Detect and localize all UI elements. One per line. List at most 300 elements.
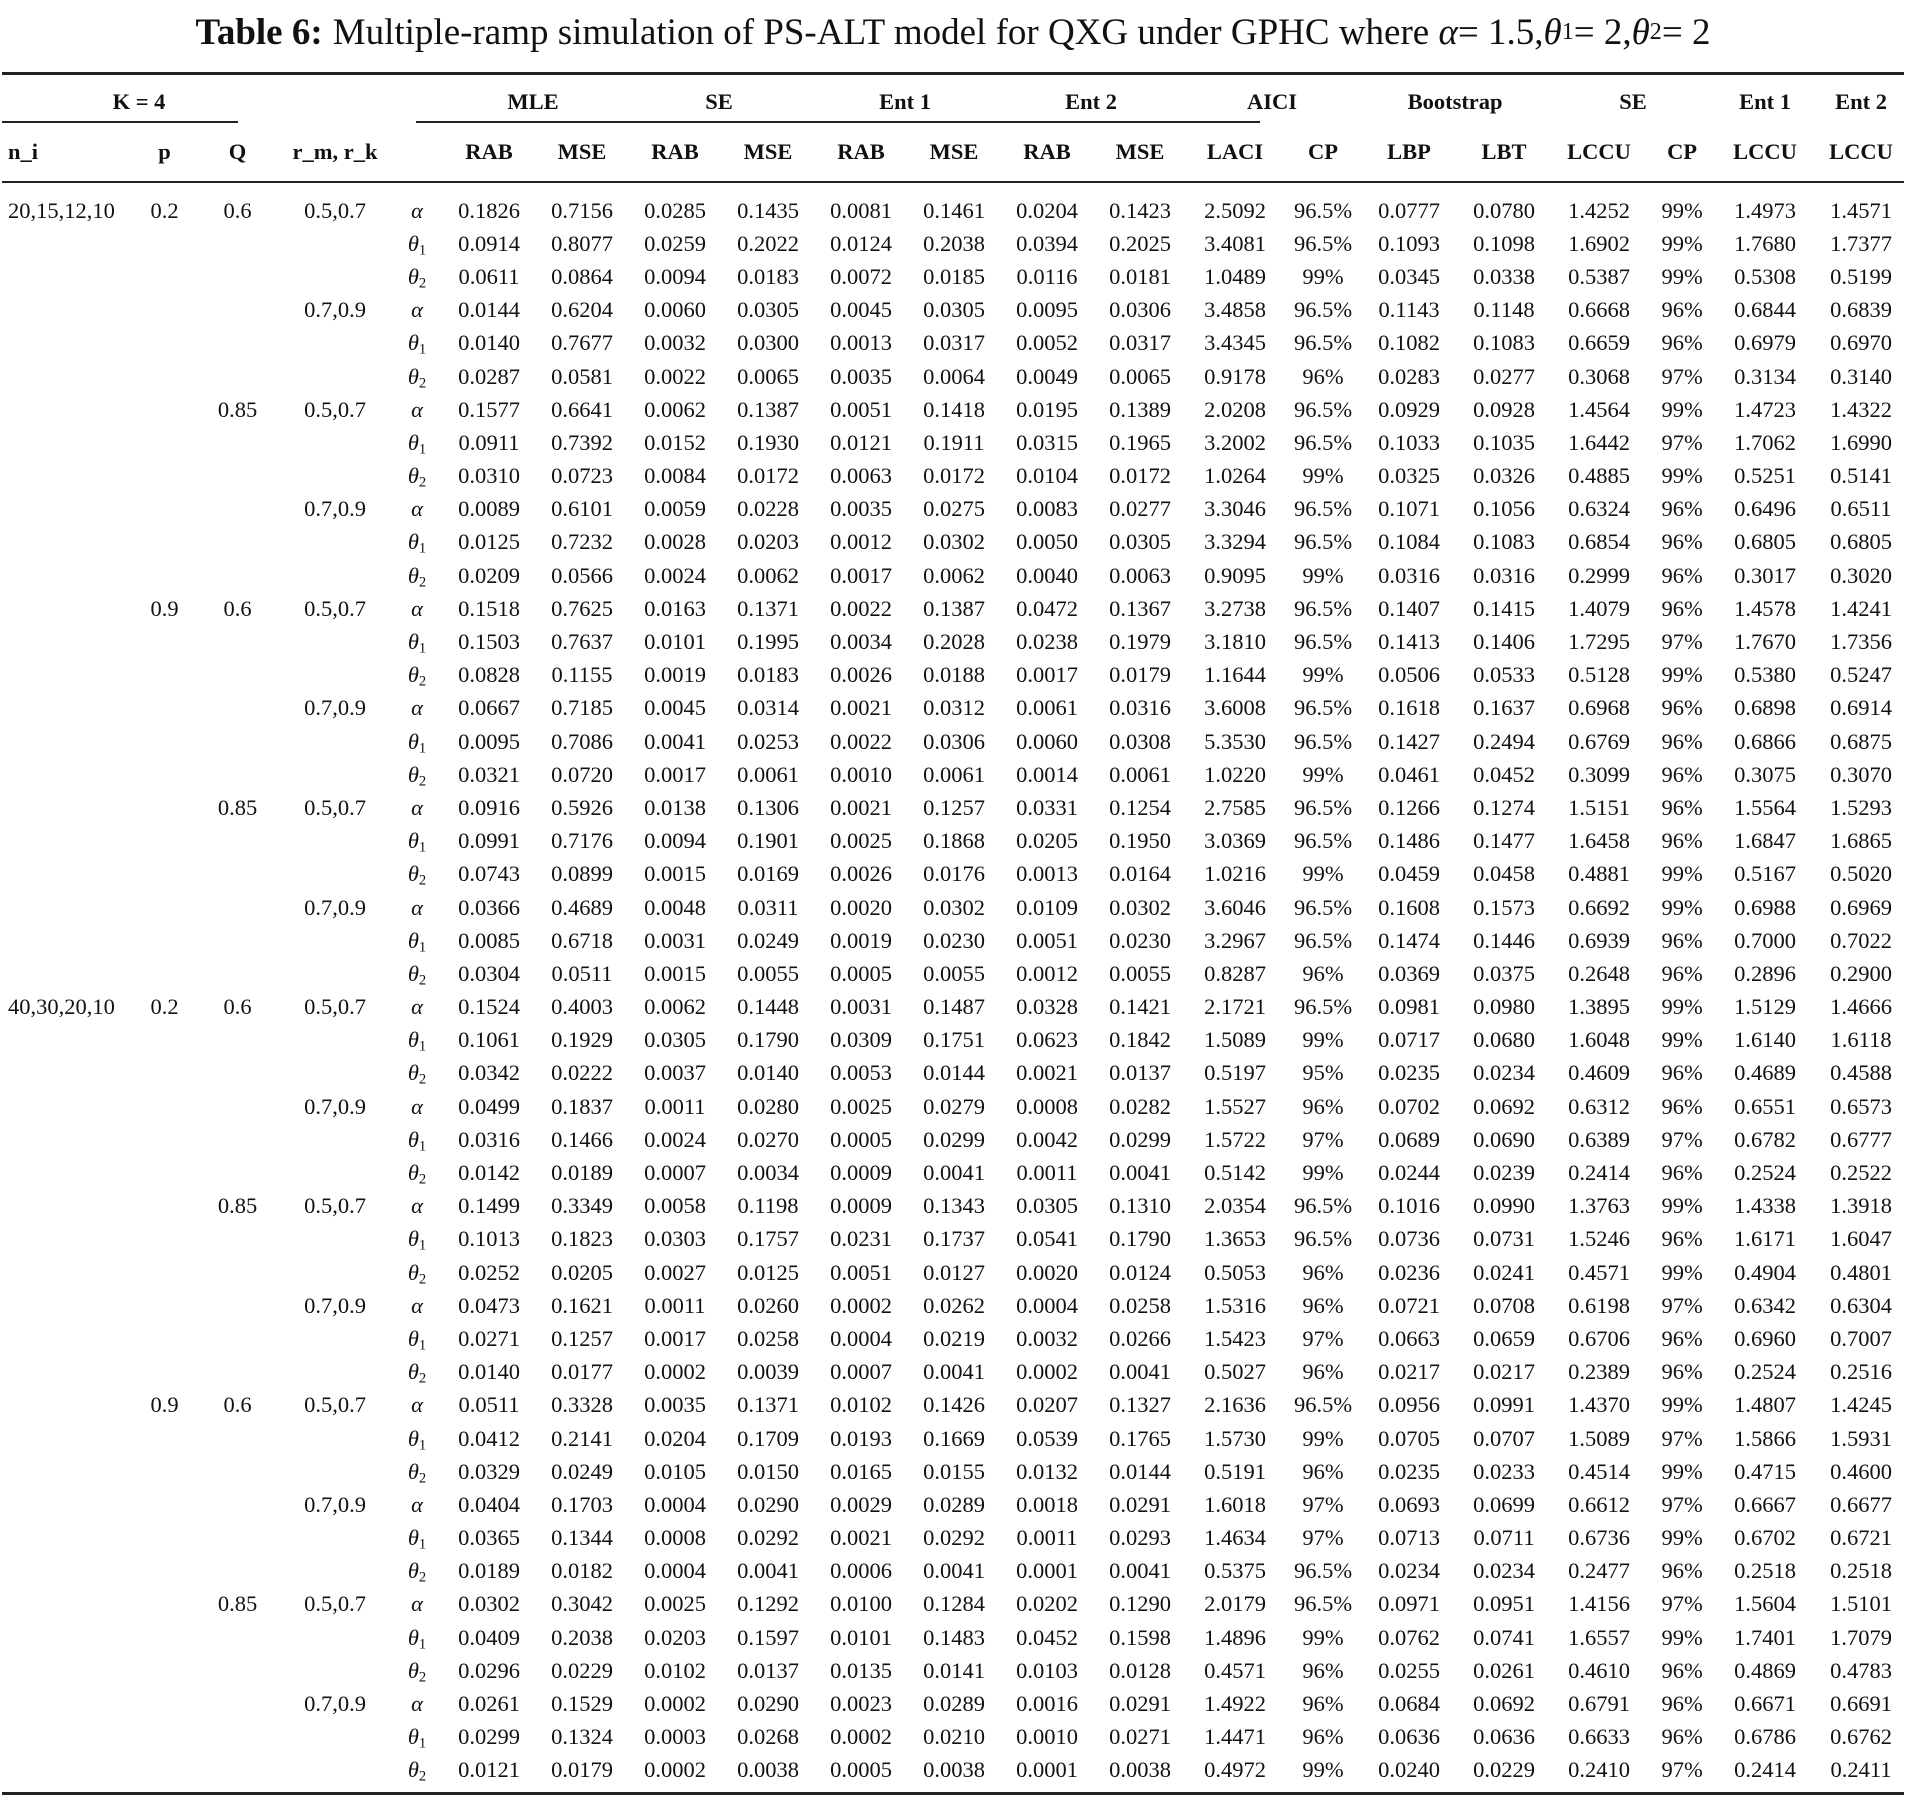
table-cell <box>199 1322 276 1355</box>
table-cell: 0.0506 <box>1378 662 1440 688</box>
table-cell: 0.2477 <box>1568 1558 1630 1584</box>
table-cell: 0.0916 <box>458 794 520 820</box>
table-cell: 0.0008 <box>644 1525 706 1551</box>
table-cell: 0.0980 <box>1473 994 1535 1020</box>
table-cell: 1.4564 <box>1568 396 1630 422</box>
table-cell: 0.6573 <box>1830 1093 1892 1119</box>
table-cell: 0.7,0.9 <box>304 1491 366 1517</box>
table-cell: 1.6990 <box>1830 429 1892 455</box>
table-cell: 3.4345 <box>1204 330 1266 356</box>
table-cell: 0.5251 <box>1734 463 1796 489</box>
table-cell: 0.0230 <box>923 927 985 953</box>
table-cell: 0.1082 <box>1378 330 1440 356</box>
table-cell: 0.0636 <box>1473 1724 1535 1750</box>
table-cell <box>276 659 394 692</box>
table-cell: 99% <box>1661 396 1703 422</box>
parameter-cell: $\theta_2$ <box>407 960 427 989</box>
table-cell: 0.0007 <box>830 1359 892 1385</box>
table-cell <box>130 1156 199 1189</box>
table-cell: 96% <box>1661 1657 1703 1683</box>
table-cell <box>276 1123 394 1156</box>
table-cell: 0.6718 <box>551 927 613 953</box>
table-cell: 0.7000 <box>1734 927 1796 953</box>
table-cell: 0.0271 <box>458 1325 520 1351</box>
table-cell: 1.5527 <box>1204 1093 1266 1119</box>
table-cell: 3.6008 <box>1204 695 1266 721</box>
table-cell: 0.5375 <box>1204 1558 1266 1584</box>
table-cell: 0.1367 <box>1109 595 1171 621</box>
table-cell <box>276 460 394 493</box>
table-cell: 0.1461 <box>923 197 985 223</box>
table-cell: 1.7295 <box>1568 629 1630 655</box>
table-cell: 99% <box>1302 861 1344 887</box>
table-cell: 0.5,0.7 <box>304 1193 366 1219</box>
table-cell: 96.5% <box>1293 629 1353 655</box>
column-header: LCCU <box>1829 139 1893 164</box>
table-cell: 0.9 <box>150 1392 179 1418</box>
table-cell: 0.0051 <box>830 396 892 422</box>
table-cell: 0.0042 <box>1016 1126 1078 1152</box>
table-cell: 96% <box>1661 960 1703 986</box>
table-cell <box>199 1687 276 1720</box>
table-cell: 0.0234 <box>1473 1558 1535 1584</box>
table-cell: 0.0172 <box>1109 463 1171 489</box>
parameter-cell: $\theta_2$ <box>407 662 427 690</box>
table-cell <box>130 393 199 426</box>
table-cell: 0.0404 <box>458 1491 520 1517</box>
table-cell: 0.1406 <box>1473 629 1535 655</box>
table-cell: 97% <box>1302 1325 1344 1351</box>
table-cell: 0.0312 <box>923 695 985 721</box>
parameter-cell: $\theta_2$ <box>407 861 427 889</box>
table-cell: 0.0219 <box>923 1325 985 1351</box>
table-cell: 0.4869 <box>1734 1657 1796 1683</box>
table-cell: 0.0189 <box>551 1160 613 1186</box>
table-cell: 97% <box>1661 1591 1703 1617</box>
table-cell: 96% <box>1661 496 1703 522</box>
parameter-cell: $\theta_2$ <box>407 1160 427 1188</box>
table-cell: 0.2900 <box>1830 960 1892 986</box>
table-cell: 0.0458 <box>1473 861 1535 887</box>
table-cell: 99% <box>1661 463 1703 489</box>
table-cell: 0.0017 <box>830 562 892 588</box>
table-cell <box>130 791 199 824</box>
table-cell: 0.0041 <box>923 1558 985 1584</box>
table-cell: 0.0743 <box>458 861 520 887</box>
table-cell: 96% <box>1661 1558 1703 1584</box>
table-cell: 0.0065 <box>1109 363 1171 389</box>
table-cell: 0.0238 <box>1016 629 1078 655</box>
table-cell: 0.2494 <box>1473 728 1535 754</box>
table-cell: 0.0163 <box>644 595 706 621</box>
table-cell: 0.0169 <box>737 861 799 887</box>
table-cell: 96% <box>1661 927 1703 953</box>
column-header: LACI <box>1206 139 1264 164</box>
table-cell: 0.6706 <box>1568 1325 1630 1351</box>
table-cell: 0.0021 <box>1016 1060 1078 1086</box>
table-cell: 0.0121 <box>830 429 892 455</box>
table-cell: 0.5308 <box>1734 263 1796 289</box>
table-cell <box>276 559 394 592</box>
table-cell <box>276 858 394 891</box>
table-cell: 0.6389 <box>1568 1126 1630 1152</box>
table-row <box>2 1555 1906 1588</box>
table-cell <box>2 791 130 824</box>
table-cell: 0.3328 <box>551 1392 613 1418</box>
table-cell <box>199 891 276 924</box>
table-cell: 0.0050 <box>1016 529 1078 555</box>
table-cell: 0.1950 <box>1109 828 1171 854</box>
table-row <box>2 1322 1906 1355</box>
table-cell <box>2 260 130 293</box>
table-cell <box>199 526 276 559</box>
table-cell: 0.1387 <box>923 595 985 621</box>
table-cell: 0.1098 <box>1473 230 1535 256</box>
table-cell: 0.0008 <box>1016 1093 1078 1119</box>
table-cell: 0.6304 <box>1830 1292 1892 1318</box>
table-cell <box>2 1422 130 1455</box>
table-cell: 0.0116 <box>1016 263 1078 289</box>
table-cell: 0.0072 <box>830 263 892 289</box>
table-cell: 0.0539 <box>1016 1425 1078 1451</box>
table-cell: 0.0306 <box>923 728 985 754</box>
table-cell: 0.2524 <box>1734 1160 1796 1186</box>
table-cell: 0.3075 <box>1734 761 1796 787</box>
table-cell <box>130 1488 199 1521</box>
table-cell: 0.0102 <box>644 1657 706 1683</box>
table-cell <box>199 1721 276 1754</box>
table-cell: 0.0321 <box>458 761 520 787</box>
table-cell: 1.5151 <box>1568 794 1630 820</box>
table-cell: 0.0083 <box>1016 496 1078 522</box>
table-cell: 0.1709 <box>737 1425 799 1451</box>
table-cell <box>130 1024 199 1057</box>
table-cell: 0.0864 <box>551 263 613 289</box>
table-cell <box>2 1389 130 1422</box>
table-cell: 99% <box>1302 1757 1344 1783</box>
table-cell <box>199 460 276 493</box>
table-cell: 0.0229 <box>1473 1757 1535 1783</box>
table-cell <box>130 1223 199 1256</box>
table-cell: 0.0060 <box>644 297 706 323</box>
table-cell: 0.5387 <box>1568 263 1630 289</box>
table-cell: 0.0736 <box>1378 1226 1440 1252</box>
table-cell: 0.0299 <box>1109 1126 1171 1152</box>
table-cell <box>199 227 276 260</box>
column-header: CP <box>1308 139 1339 164</box>
table-cell: 0.3140 <box>1830 363 1892 389</box>
table-cell: 0.6 <box>223 595 252 621</box>
table-cell: 0.6786 <box>1734 1724 1796 1750</box>
table-cell: 99% <box>1302 1160 1344 1186</box>
table-cell <box>2 592 130 625</box>
group-mle: MLE <box>507 88 559 114</box>
table-cell: 0.0236 <box>1378 1259 1440 1285</box>
table-cell: 96.5% <box>1293 429 1353 455</box>
table-cell <box>199 1754 276 1787</box>
table-cell: 1.3653 <box>1204 1226 1266 1252</box>
table-cell: 0.4588 <box>1830 1060 1892 1086</box>
table-cell: 0.0287 <box>458 363 520 389</box>
table-cell: 0.6101 <box>551 496 613 522</box>
table-cell: 0.0062 <box>923 562 985 588</box>
table-cell: 0.6 <box>223 1392 252 1418</box>
table-cell <box>130 957 199 990</box>
table-cell: 0.0021 <box>830 794 892 820</box>
table-cell: 1.4241 <box>1830 595 1892 621</box>
table-cell <box>130 725 199 758</box>
table-cell: 99% <box>1661 994 1703 1020</box>
table-cell: 0.0611 <box>458 263 520 289</box>
table-cell: 1.6048 <box>1568 1027 1630 1053</box>
table-cell: 0.0013 <box>830 330 892 356</box>
table-cell: 0.0275 <box>923 496 985 522</box>
table-cell: 0.7176 <box>551 828 613 854</box>
table-cell: 0.1929 <box>551 1027 613 1053</box>
table-cell: 0.1056 <box>1473 496 1535 522</box>
table-cell <box>276 1223 394 1256</box>
table-cell: 96.5% <box>1293 197 1353 223</box>
table-cell: 0.1486 <box>1378 828 1440 854</box>
table-cell: 97% <box>1661 629 1703 655</box>
table-cell: 0.0255 <box>1378 1657 1440 1683</box>
table-cell: 1.6047 <box>1830 1226 1892 1252</box>
table-cell: 0.0061 <box>1016 695 1078 721</box>
table-cell: 0.0299 <box>923 1126 985 1152</box>
table-cell: 0.5199 <box>1830 263 1892 289</box>
group-header-row <box>2 79 1906 124</box>
table-cell: 0.0261 <box>1473 1657 1535 1683</box>
table-cell <box>2 1654 130 1687</box>
table-cell: 0.0731 <box>1473 1226 1535 1252</box>
table-cell: 1.3895 <box>1568 994 1630 1020</box>
table-cell: 0.0002 <box>644 1757 706 1783</box>
table-cell <box>199 758 276 791</box>
table-cell <box>2 957 130 990</box>
table-cell: 0.5142 <box>1204 1160 1266 1186</box>
table-cell: 1.6902 <box>1568 230 1630 256</box>
table-cell <box>130 1123 199 1156</box>
table-row <box>2 1256 1906 1289</box>
table-cell: 0.1083 <box>1473 330 1535 356</box>
table-cell <box>276 1322 394 1355</box>
table-cell: 0.0031 <box>644 927 706 953</box>
table-cell <box>199 924 276 957</box>
table-cell: 0.0680 <box>1473 1027 1535 1053</box>
table-row <box>2 1455 1906 1488</box>
column-header: RAB <box>651 139 699 164</box>
table-cell: 0.6312 <box>1568 1093 1630 1119</box>
table-cell: 0.0244 <box>1378 1160 1440 1186</box>
table-cell: 0.0144 <box>1109 1458 1171 1484</box>
table-cell: 0.0971 <box>1378 1591 1440 1617</box>
table-cell: 0.4689 <box>551 894 613 920</box>
table-cell: 0.0140 <box>458 330 520 356</box>
table-cell <box>2 1024 130 1057</box>
table-cell: 96.5% <box>1293 794 1353 820</box>
table-row <box>2 957 1906 990</box>
table-row <box>2 758 1906 791</box>
table-cell <box>2 659 130 692</box>
table-cell: 0.0064 <box>923 363 985 389</box>
table-cell: 0.0024 <box>644 1126 706 1152</box>
table-cell: 0.6762 <box>1830 1724 1892 1750</box>
table-cell: 0.0048 <box>644 894 706 920</box>
parameter-cell: α <box>411 1392 423 1418</box>
table-cell: 0.0010 <box>830 761 892 787</box>
table-cell <box>2 460 130 493</box>
table-cell: 0.6988 <box>1734 894 1796 920</box>
parameter-cell: $\theta_2$ <box>407 761 427 790</box>
table-cell: 1.5564 <box>1734 794 1796 820</box>
table-cell <box>2 1289 130 1322</box>
table-cell: 0.7007 <box>1830 1325 1892 1351</box>
table-cell: 0.0290 <box>737 1691 799 1717</box>
table-cell <box>2 891 130 924</box>
table-row <box>2 360 1906 393</box>
table-cell: 0.0020 <box>1016 1259 1078 1285</box>
table-cell: 0.6 <box>223 994 252 1020</box>
table-cell: 0.0705 <box>1378 1425 1440 1451</box>
table-cell: 0.0011 <box>644 1292 706 1318</box>
table-cell: 0.0707 <box>1473 1425 1535 1451</box>
table-cell: 96% <box>1661 595 1703 621</box>
table-cell: 0.0235 <box>1378 1060 1440 1086</box>
table-cell <box>2 1588 130 1621</box>
table-cell <box>199 1356 276 1389</box>
column-header: MSE <box>929 139 979 164</box>
table-cell: 0.0165 <box>830 1458 892 1484</box>
table-cell: 96% <box>1661 1724 1703 1750</box>
table-cell <box>2 1256 130 1289</box>
table-row <box>2 1090 1906 1123</box>
table-cell <box>199 825 276 858</box>
table-cell: 0.6641 <box>551 396 613 422</box>
table-cell: 0.0689 <box>1378 1126 1440 1152</box>
table-cell <box>276 1455 394 1488</box>
table-row <box>2 891 1906 924</box>
table-cell: 0.0723 <box>551 463 613 489</box>
table-cell: 0.6342 <box>1734 1292 1796 1318</box>
table-cell: 40,30,20,10 <box>8 994 115 1020</box>
table-cell: 0.0015 <box>644 960 706 986</box>
table-cell: 0.0304 <box>458 960 520 986</box>
table-cell <box>130 1687 199 1720</box>
table-cell: 0.6551 <box>1734 1093 1796 1119</box>
table-cell: 96.5% <box>1293 496 1353 522</box>
table-cell: 0.0144 <box>923 1060 985 1086</box>
table-cell: 0.1487 <box>923 994 985 1020</box>
table-cell: 97% <box>1302 1525 1344 1551</box>
parameter-cell: $\theta_2$ <box>407 1259 427 1288</box>
table-cell: 0.7,0.9 <box>304 496 366 522</box>
table-cell <box>2 393 130 426</box>
table-cell: 0.1901 <box>737 828 799 854</box>
table-cell <box>199 692 276 725</box>
table-cell: 0.0005 <box>830 960 892 986</box>
table-cell: 3.3294 <box>1204 529 1266 555</box>
table-cell: 96% <box>1302 1724 1344 1750</box>
table-cell: 99% <box>1661 1392 1703 1418</box>
table-cell: 0.5,0.7 <box>304 1392 366 1418</box>
table-cell: 0.3349 <box>551 1193 613 1219</box>
table-cell <box>130 924 199 957</box>
table-caption: Table 6: Multiple-ramp simulation of PS-ALT model for QXG under GPHC where α = 1.5, θ 1 = 2, θ 2 = 2 <box>195 11 1711 53</box>
table-cell: 0.0004 <box>1016 1292 1078 1318</box>
table-cell: 0.1448 <box>737 994 799 1020</box>
table-cell: 1.7670 <box>1734 629 1796 655</box>
table-cell: 96% <box>1661 529 1703 555</box>
table-cell: 0.0663 <box>1378 1325 1440 1351</box>
table-cell: 0.1035 <box>1473 429 1535 455</box>
parameter-cell: α <box>411 994 423 1020</box>
table-row <box>2 1289 1906 1322</box>
table-cell: 0.0183 <box>737 662 799 688</box>
table-cell: 96% <box>1661 297 1703 323</box>
table-cell: 1.3918 <box>1830 1193 1892 1219</box>
table-cell <box>199 1621 276 1654</box>
table-cell: 96.5% <box>1293 1193 1353 1219</box>
table-cell: 1.5101 <box>1830 1591 1892 1617</box>
table-cell: 0.1608 <box>1378 894 1440 920</box>
table-cell <box>276 1621 394 1654</box>
table-cell <box>130 1654 199 1687</box>
table-cell <box>2 924 130 957</box>
table-cell <box>2 1488 130 1521</box>
table-cell <box>2 858 130 891</box>
table-cell <box>2 360 130 393</box>
table-cell: 0.0041 <box>1109 1359 1171 1385</box>
table-cell: 0.6721 <box>1830 1525 1892 1551</box>
table-cell: 0.0717 <box>1378 1027 1440 1053</box>
table-cell: 0.1598 <box>1109 1624 1171 1650</box>
table-cell: 0.1446 <box>1473 927 1535 953</box>
table-cell: 0.1737 <box>923 1226 985 1252</box>
table-cell: 99% <box>1661 230 1703 256</box>
table-cell: 96.5% <box>1293 230 1353 256</box>
table-cell: 0.0035 <box>644 1392 706 1418</box>
table-cell: 99% <box>1302 761 1344 787</box>
table-cell: 0.4972 <box>1204 1757 1266 1783</box>
theta2-symbol: θ <box>1631 11 1650 53</box>
table-cell <box>130 493 199 526</box>
table-cell: 0.0182 <box>551 1558 613 1584</box>
table-cell: 0.0981 <box>1378 994 1440 1020</box>
column-header: MSE <box>557 139 607 164</box>
parameter-cell: $\theta_1$ <box>407 1425 427 1454</box>
table-cell: 0.0061 <box>923 761 985 787</box>
table-cell: 99% <box>1302 263 1344 289</box>
table-cell: 0.2389 <box>1568 1359 1630 1385</box>
table-cell <box>276 526 394 559</box>
table-cell: 0.0062 <box>737 562 799 588</box>
table-cell: 0.0262 <box>923 1292 985 1318</box>
table-cell: 0.6691 <box>1830 1691 1892 1717</box>
table-cell: 1.6171 <box>1734 1226 1796 1252</box>
table-cell: 0.0914 <box>458 230 520 256</box>
table-cell: 0.0702 <box>1378 1093 1440 1119</box>
table-cell: 0.0473 <box>458 1292 520 1318</box>
table-cell: 0.0183 <box>737 263 799 289</box>
table-cell: 99% <box>1661 263 1703 289</box>
table-cell: 0.1371 <box>737 595 799 621</box>
table-cell: 0.0063 <box>830 463 892 489</box>
table-cell: 0.5020 <box>1830 861 1892 887</box>
table-cell: 0.0762 <box>1378 1624 1440 1650</box>
table-row <box>2 1488 1906 1521</box>
table-cell: 0.0062 <box>644 396 706 422</box>
table-cell: 0.1995 <box>737 629 799 655</box>
